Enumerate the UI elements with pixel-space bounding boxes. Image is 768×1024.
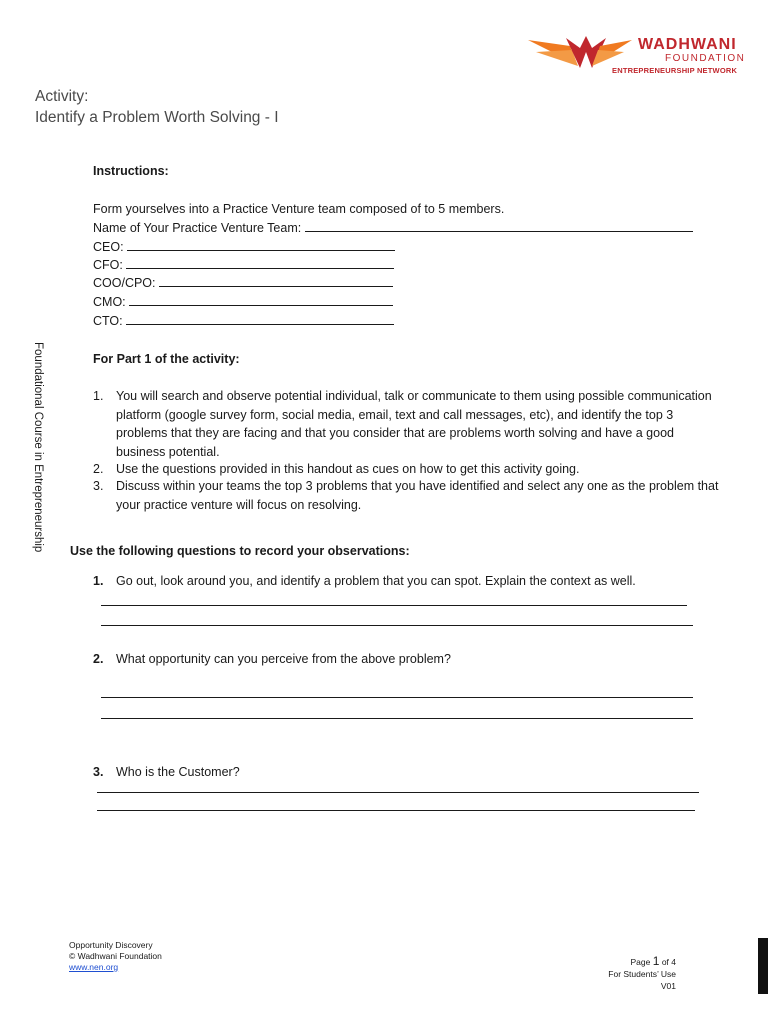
side-course-title: Foundational Course in Entrepreneurship: [32, 342, 44, 553]
footer-right: [596, 955, 676, 992]
ceo-label: CEO:: [93, 240, 124, 254]
cfo-blank[interactable]: [126, 257, 394, 269]
footer-course: Opportunity Discovery: [69, 940, 153, 950]
footer-copyright: © Wadhwani Foundation: [69, 951, 162, 961]
cmo-blank[interactable]: [129, 294, 393, 306]
question-text: Who is the Customer?: [116, 765, 240, 779]
part1-item-text: Discuss within your teams the top 3 problems that you have identified and select any one as the problem that your practice venture will focus on resolving.: [116, 479, 719, 512]
question-number: 3.: [93, 765, 104, 779]
answer-line[interactable]: [101, 697, 693, 698]
footer-link[interactable]: www.nen.org: [69, 962, 119, 972]
footer-version: V01: [660, 981, 676, 991]
footer-left: [69, 940, 162, 973]
wadhwani-logo: [526, 30, 756, 76]
cmo-label: CMO:: [93, 295, 126, 309]
ceo-field[interactable]: [93, 238, 395, 256]
part1-item-number: 2.: [93, 462, 104, 476]
page-number: 1: [652, 954, 660, 968]
cto-blank[interactable]: [126, 313, 394, 325]
coo-cpo-blank[interactable]: [159, 275, 393, 287]
part1-item-number: 3.: [93, 479, 104, 493]
edge-bar: [758, 938, 768, 994]
cfo-field[interactable]: [93, 256, 394, 274]
answer-line[interactable]: [101, 718, 693, 719]
cto-label: CTO:: [93, 314, 123, 328]
question-text: What opportunity can you perceive from the above problem?: [116, 652, 451, 666]
footer-audience: For Students’ Use: [608, 969, 676, 979]
logo-network-text: ENTREPRENEURSHIP NETWORK: [612, 66, 738, 75]
coo-cpo-field[interactable]: [93, 274, 393, 292]
answer-line[interactable]: [101, 625, 693, 626]
question-text: Go out, look around you, and identify a problem that you can spot. Explain the context as well.: [116, 574, 636, 588]
team-name-label: Name of Your Practice Venture Team:: [93, 221, 302, 235]
cmo-field[interactable]: [93, 293, 393, 311]
answer-line[interactable]: [97, 810, 695, 811]
activity-label: Activity:: [35, 88, 89, 105]
logo-foundation-text: FOUNDATION: [665, 53, 746, 64]
page-indicator: [596, 955, 676, 968]
part1-item-number: 1.: [93, 389, 104, 403]
instructions-heading: Instructions:: [93, 164, 169, 178]
cto-field[interactable]: [93, 312, 394, 330]
cfo-label: CFO:: [93, 258, 123, 272]
coo-cpo-label: COO/CPO:: [93, 276, 156, 290]
wadhwani-w-mark-icon: [526, 34, 634, 70]
part1-item-text: Use the questions provided in this handout as cues on how to get this activity going.: [116, 462, 580, 476]
logo-brand-text: WADHWANI: [638, 36, 737, 53]
part1-item: [93, 387, 733, 463]
page-suffix: of 4: [661, 957, 676, 967]
part1-heading: For Part 1 of the activity:: [93, 352, 240, 366]
part1-item-text: You will search and observe potential individual, talk or communicate to them using possible communication platform (google survey form, social media, email, text and call messages, etc), and identify the top 3 problems that they are facing and that you consider that are problems worth solving and have a good business potential.: [116, 389, 712, 459]
answer-line[interactable]: [97, 792, 699, 793]
team-name-blank[interactable]: [305, 220, 693, 232]
team-name-field[interactable]: [93, 219, 693, 237]
activity-title: Identify a Problem Worth Solving - I: [35, 109, 279, 126]
part1-item: [93, 477, 733, 515]
answer-line[interactable]: [101, 605, 687, 606]
instructions-intro: Form yourselves into a Practice Venture team composed of to 5 members.: [93, 202, 505, 216]
question-number: 2.: [93, 652, 104, 666]
page-prefix: Page: [630, 957, 651, 967]
observations-heading: Use the following questions to record your observations:: [70, 544, 410, 558]
question-number: 1.: [93, 574, 104, 588]
ceo-blank[interactable]: [127, 239, 395, 251]
